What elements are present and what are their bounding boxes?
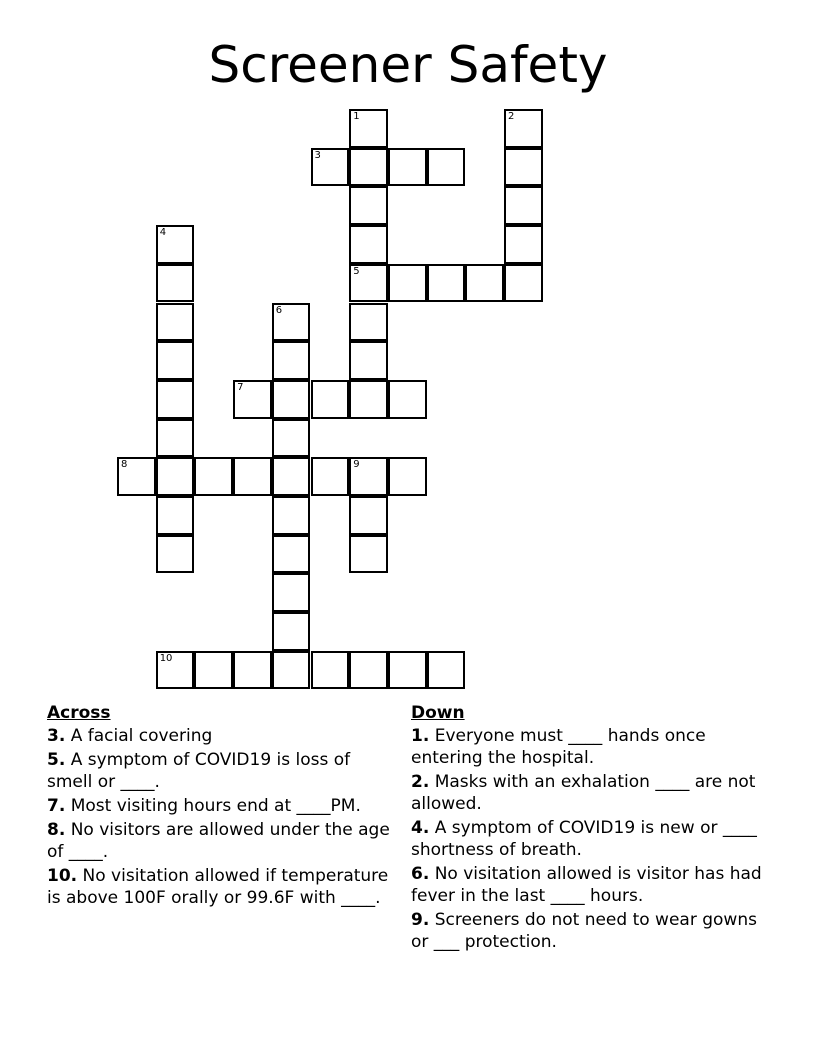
grid-cell[interactable] (194, 651, 233, 690)
across-clues (47, 702, 399, 911)
clue-text: A symptom of COVID19 is new or ____ shortness of breath. (411, 818, 757, 860)
clue-number: 1. (411, 726, 430, 746)
clue-number: 6. (411, 864, 430, 884)
cell-number: 5 (353, 265, 360, 277)
grid-cell[interactable] (504, 186, 543, 225)
cell-number: 9 (353, 459, 360, 471)
clue-across-8 (47, 819, 399, 863)
cell-number: 2 (508, 111, 515, 122)
clue-down-9 (411, 909, 771, 953)
grid-cell[interactable] (388, 651, 427, 690)
clue-text: No visitation allowed is visitor has had fever in the last ____ hours. (411, 864, 762, 906)
grid-cell[interactable] (349, 109, 388, 148)
grid-cell[interactable] (388, 148, 427, 187)
grid-cell[interactable] (156, 225, 195, 264)
clue-down-4 (411, 817, 771, 861)
grid-cell[interactable] (349, 341, 388, 380)
grid-cell[interactable] (311, 457, 350, 496)
grid-cell[interactable] (156, 419, 195, 458)
cell-number: 3 (314, 149, 321, 161)
grid-cell[interactable] (427, 264, 466, 303)
clue-number: 8. (47, 820, 66, 840)
clue-across-10 (47, 865, 399, 909)
grid-cell[interactable] (272, 535, 311, 574)
clue-text: A symptom of COVID19 is loss of smell or ____. (47, 750, 351, 792)
grid-cell[interactable] (156, 651, 195, 690)
grid-cell[interactable] (194, 457, 233, 496)
cell-number: 10 (159, 652, 173, 664)
clue-text: Everyone must ____ hands once entering the hospital. (411, 726, 706, 768)
grid-cell[interactable] (272, 612, 311, 651)
grid-cell[interactable] (388, 380, 427, 419)
clue-down-2 (411, 771, 771, 815)
grid-cell[interactable] (349, 496, 388, 535)
grid-cell[interactable] (349, 186, 388, 225)
clue-text: Screeners do not need to wear gowns or ___ protection. (411, 910, 757, 952)
grid-cell[interactable] (156, 535, 195, 574)
clue-number: 5. (47, 750, 66, 770)
grid-cell[interactable] (349, 225, 388, 264)
cell-number: 4 (159, 227, 167, 239)
grid-cell[interactable] (311, 148, 350, 187)
grid-cell[interactable] (349, 303, 388, 342)
grid-cell[interactable] (388, 264, 427, 303)
grid-cell[interactable] (272, 419, 311, 458)
clue-number: 3. (47, 726, 66, 746)
grid-cell[interactable] (272, 496, 311, 535)
clue-across-3 (47, 725, 399, 747)
grid-cell[interactable] (233, 380, 272, 419)
grid-cell[interactable] (272, 303, 311, 342)
clue-text: No visitors are allowed under the age of ____. (47, 820, 390, 862)
clue-across-5 (47, 749, 399, 793)
grid-cell[interactable] (233, 457, 272, 496)
grid-cell[interactable] (349, 457, 388, 496)
grid-cell[interactable] (272, 341, 311, 380)
clue-text: A facial covering (65, 726, 213, 746)
grid-cell[interactable] (311, 651, 350, 690)
clue-number: 2. (411, 772, 430, 792)
grid-cell[interactable] (311, 380, 350, 419)
clue-down-6 (411, 863, 771, 907)
grid-cell[interactable] (156, 341, 195, 380)
grid-cell[interactable] (156, 264, 195, 303)
grid-cell[interactable] (156, 380, 195, 419)
grid-cell[interactable] (233, 651, 272, 690)
clue-down-1 (411, 725, 771, 769)
cell-number: 8 (121, 459, 128, 471)
grid-cell[interactable] (156, 457, 195, 496)
grid-cell[interactable] (156, 303, 195, 342)
cell-number: 1 (353, 111, 360, 122)
grid-cell[interactable] (349, 380, 388, 419)
clue-number: 9. (411, 910, 430, 930)
grid-cell[interactable] (272, 457, 311, 496)
grid-cell[interactable] (272, 380, 311, 419)
cell-number: 7 (237, 381, 244, 393)
clue-across-7 (47, 795, 399, 817)
grid-cell[interactable] (349, 651, 388, 690)
puzzle-title: Screener Safety (208, 36, 608, 94)
clue-number: 4. (411, 818, 430, 838)
grid-cell[interactable] (349, 535, 388, 574)
clue-number: 7. (47, 796, 66, 816)
grid-cell[interactable] (504, 225, 543, 264)
grid-cell[interactable] (349, 264, 388, 303)
grid-cell[interactable] (465, 264, 504, 303)
grid-cell[interactable] (504, 264, 543, 303)
cell-number: 6 (275, 304, 283, 316)
grid-cell[interactable] (117, 457, 156, 496)
grid-cell[interactable] (272, 651, 311, 690)
grid-cell[interactable] (349, 148, 388, 187)
clue-text: Most visiting hours end at ____PM. (65, 796, 361, 816)
clue-text: Masks with an exhalation ____ are not allowed. (411, 772, 756, 814)
clue-number: 10. (47, 866, 78, 886)
grid-cell[interactable] (388, 457, 427, 496)
grid-cell[interactable] (272, 573, 311, 612)
clue-text: No visitation allowed if temperature is above 100F orally or 99.6F with ____. (47, 866, 389, 908)
grid-cell[interactable] (427, 651, 466, 690)
grid-cell[interactable] (504, 148, 543, 187)
across-heading: Across (47, 703, 111, 723)
grid-cell[interactable] (504, 109, 543, 148)
grid-cell[interactable] (156, 496, 195, 535)
grid-cell[interactable] (427, 148, 466, 187)
down-clues (411, 702, 771, 955)
down-heading: Down (411, 703, 465, 723)
